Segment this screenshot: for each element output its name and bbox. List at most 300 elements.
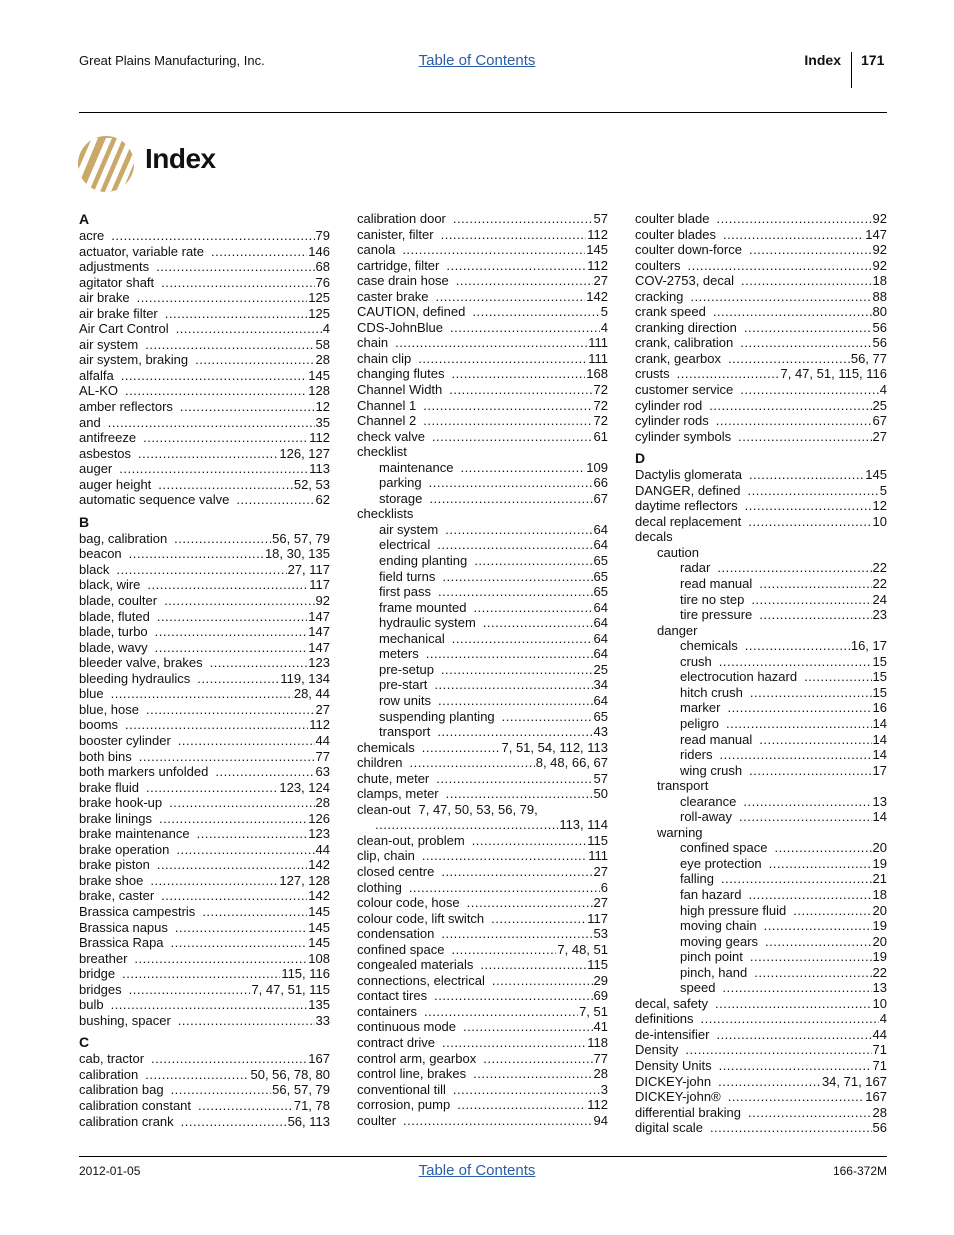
index-term: eye protection — [680, 855, 762, 871]
index-entry — [357, 506, 608, 522]
index-page-refs[interactable]: 80 — [872, 304, 887, 320]
index-page-refs[interactable]: 64 — [593, 599, 608, 615]
index-page-refs[interactable]: 58 — [315, 336, 330, 352]
index-page-refs[interactable]: 142 — [308, 888, 330, 904]
index-page-refs[interactable]: 15 — [872, 669, 887, 685]
index-page-refs[interactable]: 56, 77 — [850, 350, 887, 366]
index-page-refs[interactable]: 77 — [593, 1050, 608, 1066]
dot-leader — [446, 786, 593, 802]
index-page-refs[interactable]: 128 — [308, 383, 330, 399]
index-page-refs[interactable]: 127, 128 — [279, 872, 330, 888]
index-entry-continued — [357, 817, 608, 833]
index-page-refs[interactable]: 123 — [308, 655, 330, 671]
index-page-refs[interactable]: 77 — [315, 748, 330, 764]
index-term: electrocution hazard — [680, 669, 798, 685]
index-subentry — [635, 685, 887, 701]
index-term: air system, braking — [79, 352, 189, 368]
index-entry — [79, 1082, 330, 1098]
index-page-refs[interactable]: 145 — [308, 919, 330, 935]
index-page-refs[interactable]: 123 — [308, 826, 330, 842]
index-page-refs[interactable]: 18 — [872, 886, 887, 902]
index-page-refs[interactable]: 28 — [315, 795, 330, 811]
index-page-refs[interactable]: 5 — [600, 304, 608, 320]
index-term: booms — [79, 717, 119, 733]
dot-leader — [215, 764, 314, 780]
index-page-refs[interactable]: 29 — [593, 972, 608, 988]
index-term: customer service — [635, 382, 734, 398]
index-entry — [357, 1097, 608, 1113]
index-page-refs[interactable]: 20 — [872, 902, 887, 918]
index-page-refs[interactable]: 10 — [872, 513, 887, 529]
index-page-refs[interactable]: 16 — [872, 700, 887, 716]
index-entry — [635, 1089, 887, 1105]
dot-leader — [175, 920, 307, 936]
index-page-refs[interactable]: 119, 134 — [280, 670, 330, 686]
index-page-refs[interactable]: 65 — [593, 553, 608, 569]
index-term: pre-setup — [379, 661, 434, 677]
index-page-refs[interactable]: 21 — [872, 871, 887, 887]
index-subentry — [357, 693, 608, 709]
index-page-refs[interactable]: 117 — [587, 910, 608, 926]
index-page-refs[interactable]: 112 — [309, 430, 330, 446]
index-page-refs[interactable]: 10 — [872, 995, 887, 1011]
index-page-refs[interactable]: 61 — [593, 428, 608, 444]
index-subentry — [635, 794, 887, 810]
index-page-refs[interactable]: 52, 53 — [293, 476, 330, 492]
index-entry — [357, 802, 608, 818]
index-page-refs[interactable]: 35 — [315, 414, 330, 430]
index-entry — [79, 795, 330, 811]
index-page-refs[interactable]: 34 — [593, 677, 608, 693]
dot-leader — [748, 887, 871, 903]
index-term: congealed materials — [357, 957, 474, 973]
index-page-refs[interactable]: 56 — [872, 319, 887, 335]
index-page-refs[interactable]: 145 — [308, 367, 330, 383]
index-page-refs[interactable]: 22 — [872, 964, 887, 980]
index-entry — [357, 988, 608, 1004]
index-term: air system — [379, 521, 439, 537]
dot-leader — [741, 273, 872, 289]
index-page-refs[interactable]: 28 — [315, 352, 330, 368]
index-page-refs[interactable]: 33 — [315, 1012, 330, 1028]
index-page-refs[interactable]: 125 — [308, 305, 330, 321]
dot-leader — [717, 560, 871, 576]
index-page-refs[interactable]: 72 — [593, 413, 608, 429]
index-page-refs[interactable]: 4 — [600, 319, 608, 335]
index-page-refs[interactable]: 14 — [872, 715, 887, 731]
dot-leader — [759, 732, 871, 748]
dot-leader — [722, 980, 871, 996]
dot-leader — [765, 934, 871, 950]
index-page-refs[interactable]: 142 — [586, 288, 608, 304]
index-page-refs[interactable]: 3 — [600, 1081, 608, 1097]
index-term: blade, coulter — [79, 593, 158, 609]
index-page-refs[interactable]: 113, 114 — [559, 817, 608, 833]
index-term: antifreeze — [79, 430, 137, 446]
index-term: coulter down-force — [635, 242, 742, 258]
index-page-refs[interactable]: 20 — [872, 840, 887, 856]
index-page-refs[interactable]: 65 — [593, 584, 608, 600]
index-term: checklists — [357, 506, 414, 522]
index-page-refs[interactable]: 14 — [872, 731, 887, 747]
index-term: danger — [657, 622, 698, 638]
dot-leader — [441, 227, 587, 243]
index-term: field turns — [379, 568, 436, 584]
index-page-refs[interactable]: 13 — [872, 793, 887, 809]
index-entry — [635, 1074, 887, 1090]
index-term: calibration constant — [79, 1097, 192, 1113]
dot-leader — [434, 677, 592, 693]
index-subentry — [357, 662, 608, 678]
index-subentry — [635, 934, 887, 950]
index-term: pinch point — [680, 949, 743, 965]
index-page-refs[interactable]: 115, 116 — [281, 966, 330, 982]
index-page-refs[interactable]: 64 — [593, 521, 608, 537]
dot-leader — [716, 211, 871, 227]
index-page-refs[interactable]: 7, 47, 51, 115, 116 — [780, 366, 887, 382]
index-page-refs[interactable]: 113 — [309, 461, 330, 477]
index-term: agitator shaft — [79, 274, 155, 290]
index-entry — [635, 382, 887, 398]
index-term: breather — [79, 950, 128, 966]
dot-leader — [467, 895, 593, 911]
index-term: control line, brakes — [357, 1066, 467, 1082]
index-page-refs[interactable]: 126 — [308, 810, 330, 826]
index-page-refs[interactable]: 27 — [315, 701, 330, 717]
index-page-refs[interactable]: 16, 17 — [850, 638, 887, 654]
index-page-refs[interactable]: 92 — [872, 211, 887, 226]
index-page-refs[interactable]: 57 — [593, 211, 608, 226]
index-page-refs[interactable]: 92 — [872, 242, 887, 258]
dot-leader — [472, 833, 587, 849]
index-page-refs[interactable]: 145 — [308, 935, 330, 951]
index-page-refs[interactable]: 23 — [872, 607, 887, 623]
index-page-refs[interactable]: 67 — [872, 413, 887, 429]
index-page-refs[interactable]: 56 — [872, 1120, 887, 1136]
index-term: pre-start — [379, 677, 428, 693]
index-page-refs[interactable]: 7, 48, 51 — [557, 941, 608, 957]
index-page-refs[interactable]: 71 — [872, 1057, 887, 1073]
index-page-refs[interactable]: 56, 113 — [287, 1113, 330, 1129]
dot-leader — [418, 351, 587, 367]
index-subentry — [635, 809, 887, 825]
index-entry — [79, 244, 330, 260]
index-page-refs[interactable]: 88 — [872, 288, 887, 304]
index-page-refs[interactable]: 123, 124 — [279, 779, 330, 795]
index-page-refs[interactable]: 72 — [593, 397, 608, 413]
index-page-refs[interactable]: 112 — [587, 257, 608, 273]
index-page-refs[interactable]: 64 — [593, 615, 608, 631]
index-page-refs[interactable]: 63 — [315, 764, 330, 780]
index-page-refs[interactable]: 67 — [593, 490, 608, 506]
index-page-refs[interactable]: 56, 57, 79 — [272, 1082, 330, 1098]
index-page-refs[interactable]: 147 — [308, 624, 330, 640]
dot-leader — [688, 258, 872, 274]
dot-leader — [456, 273, 593, 289]
index-page-refs[interactable]: 109 — [586, 459, 608, 475]
index-page-refs[interactable]: 64 — [593, 630, 608, 646]
dot-leader — [728, 1089, 865, 1105]
index-subentry — [357, 615, 608, 631]
index-page-refs[interactable]: 115 — [587, 832, 608, 848]
index-page-refs[interactable]: 27 — [593, 863, 608, 879]
index-page-refs[interactable]: 72 — [593, 382, 608, 398]
toc-link-footer[interactable]: Table of Contents — [418, 1162, 536, 1179]
index-page-refs[interactable]: 69 — [593, 988, 608, 1004]
index-entry — [357, 1035, 608, 1051]
dot-leader — [739, 809, 872, 825]
index-page-refs[interactable]: 146 — [308, 243, 330, 259]
index-term: crusts — [635, 366, 670, 382]
index-page-refs[interactable]: 18, 30, 135 — [264, 546, 330, 562]
dot-leader — [438, 584, 593, 600]
index-page-refs[interactable]: 17 — [872, 762, 887, 778]
dot-leader — [139, 749, 315, 765]
index-entry — [357, 1066, 608, 1082]
index-entry — [357, 786, 608, 802]
index-page-refs[interactable]: 25 — [872, 397, 887, 413]
index-page-refs[interactable]: 65 — [593, 708, 608, 724]
index-entry — [357, 398, 608, 414]
index-term: bridges — [79, 981, 122, 997]
index-page-refs[interactable]: 14 — [872, 747, 887, 763]
index-entry — [79, 321, 330, 337]
index-page-refs[interactable]: 20 — [872, 933, 887, 949]
toc-link-header[interactable]: Table of Contents — [418, 52, 536, 69]
index-page-refs[interactable]: 4 — [322, 321, 330, 337]
index-entry — [357, 973, 608, 989]
index-page-refs[interactable]: 28 — [593, 1066, 608, 1082]
index-page-refs[interactable]: 34, 71, 167 — [821, 1073, 887, 1089]
index-page-refs[interactable]: 19 — [872, 918, 887, 934]
index-page-refs[interactable]: 27, 117 — [287, 561, 330, 577]
index-term: marker — [680, 700, 721, 716]
index-letter-heading — [79, 514, 330, 531]
index-page-refs[interactable]: 62 — [315, 492, 330, 508]
index-term: caution — [657, 544, 699, 560]
index-page-refs[interactable]: 44 — [872, 1026, 887, 1042]
index-page-refs[interactable]: 50, 56, 78, 80 — [250, 1066, 330, 1082]
footer-doc-number: 166-372M — [832, 1164, 887, 1178]
index-page-refs[interactable]: 27 — [593, 273, 608, 289]
index-term: transport — [379, 724, 431, 740]
index-term: cranking direction — [635, 319, 737, 335]
index-term: air system — [79, 336, 139, 352]
index-page-refs[interactable]: 126, 127 — [279, 445, 330, 461]
index-page-refs[interactable]: 71, 78 — [293, 1097, 330, 1113]
index-page-refs[interactable]: 13 — [872, 980, 887, 996]
index-page-refs[interactable]: 167 — [865, 1089, 887, 1105]
index-subentry — [635, 980, 887, 996]
dot-leader — [441, 864, 592, 880]
index-entry — [79, 826, 330, 842]
index-page-refs[interactable]: 56, 57, 79 — [272, 530, 330, 546]
index-term: confined space — [357, 941, 445, 957]
dot-leader — [759, 607, 871, 623]
index-page-refs[interactable]: 108 — [308, 950, 330, 966]
index-page-refs[interactable]: 19 — [872, 855, 887, 871]
index-entry — [357, 335, 608, 351]
index-entry — [79, 624, 330, 640]
index-term: brake, caster — [79, 888, 155, 904]
dot-leader — [719, 654, 872, 670]
dot-leader — [125, 383, 307, 399]
index-term: chain clip — [357, 350, 412, 366]
index-page-refs[interactable]: 112 — [587, 226, 608, 242]
index-page-refs[interactable]: 24 — [872, 591, 887, 607]
index-page-refs[interactable]: 50 — [593, 786, 608, 802]
index-page-refs[interactable]: 94 — [593, 1112, 608, 1128]
dot-leader — [180, 399, 315, 415]
index-page-refs[interactable]: 5 — [879, 482, 887, 498]
index-page-refs[interactable]: 92 — [872, 257, 887, 273]
index-page-refs[interactable]: 71 — [872, 1042, 887, 1058]
dot-leader — [409, 880, 600, 896]
index-page-refs[interactable]: 12 — [315, 399, 330, 415]
index-page-refs[interactable]: 57 — [593, 770, 608, 786]
index-page-refs[interactable]: 7, 47, 51, 115 — [251, 981, 330, 997]
index-page-refs[interactable]: 92 — [315, 593, 330, 609]
index-page-refs[interactable]: 142 — [308, 857, 330, 873]
index-page-refs[interactable]: 41 — [593, 1019, 608, 1035]
index-page-refs[interactable]: 76 — [315, 274, 330, 290]
index-subentry — [635, 700, 887, 716]
index-page-refs[interactable]: 145 — [865, 467, 887, 483]
dot-leader — [442, 569, 592, 585]
index-page-refs[interactable]: 64 — [593, 646, 608, 662]
index-entry — [357, 211, 608, 227]
index-letter-heading — [635, 450, 887, 467]
dot-leader — [434, 988, 592, 1004]
index-page-refs[interactable]: 64 — [593, 537, 608, 553]
index-page-refs[interactable]: 125 — [308, 290, 330, 306]
index-page-refs[interactable]: 65 — [593, 568, 608, 584]
dot-leader — [441, 926, 592, 942]
dot-leader — [474, 553, 592, 569]
index-term: cab, tractor — [79, 1051, 145, 1067]
index-term: connections, electrical — [357, 972, 485, 988]
index-term: contact tires — [357, 988, 428, 1004]
index-subentry — [635, 871, 887, 887]
index-page-refs[interactable]: 25 — [593, 661, 608, 677]
index-page-refs[interactable]: 27 — [872, 428, 887, 444]
index-page-refs[interactable]: 43 — [593, 724, 608, 740]
index-page-refs[interactable]: 66 — [593, 475, 608, 491]
index-entry — [79, 399, 330, 415]
index-page-refs[interactable]: 4 — [879, 382, 887, 398]
index-page-refs[interactable]: 14 — [872, 809, 887, 825]
index-entry — [79, 749, 330, 765]
index-page-refs[interactable]: 12 — [872, 498, 887, 514]
index-page-refs[interactable]: 147 — [308, 639, 330, 655]
index-page-refs[interactable]: 53 — [593, 926, 608, 942]
dot-leader — [709, 398, 871, 414]
index-page-refs[interactable]: 6 — [600, 879, 608, 895]
index-page-refs[interactable]: 145 — [586, 242, 608, 258]
index-subentry — [635, 965, 887, 981]
index-entry — [635, 514, 887, 530]
index-term: clean-out, problem — [357, 832, 465, 848]
index-page-refs[interactable]: 135 — [308, 997, 330, 1013]
index-entry — [79, 702, 330, 718]
index-page-refs[interactable]: 115 — [587, 957, 608, 973]
index-page-refs[interactable]: 22 — [872, 560, 887, 576]
index-page-refs[interactable]: 118 — [587, 1034, 608, 1050]
dot-leader — [446, 258, 586, 274]
index-page-refs[interactable]: 147 — [308, 608, 330, 624]
index-page-refs[interactable]: 28 — [872, 1104, 887, 1120]
dot-leader — [426, 646, 593, 662]
dot-leader — [745, 498, 872, 514]
index-entry — [357, 1051, 608, 1067]
index-page-refs[interactable]: 7, 51, 54, 112, 113 — [501, 739, 608, 755]
index-term: check valve — [357, 428, 425, 444]
index-subentry — [635, 763, 887, 779]
index-term: peligro — [680, 715, 720, 731]
index-page-refs[interactable]: 111 — [588, 848, 608, 864]
index-page-refs[interactable]: 56 — [872, 335, 887, 351]
index-term: calibration bag — [79, 1082, 164, 1098]
index-page-refs[interactable]: 15 — [872, 684, 887, 700]
index-page-refs[interactable]: 18 — [872, 273, 887, 289]
index-page-refs[interactable]: 22 — [872, 576, 887, 592]
index-page-refs[interactable]: 7, 51 — [579, 1003, 608, 1019]
index-page-refs[interactable]: 147 — [865, 226, 887, 242]
index-page-refs[interactable]: 27 — [593, 895, 608, 911]
index-page-refs[interactable]: 4 — [879, 1011, 887, 1027]
index-page-refs[interactable]: 44 — [315, 732, 330, 748]
index-page-refs[interactable]: 145 — [308, 903, 330, 919]
index-entry — [79, 888, 330, 904]
index-page-refs[interactable]: 28, 44 — [293, 686, 330, 702]
index-page-refs[interactable]: 79 — [315, 228, 330, 243]
index-term: coulter blades — [635, 226, 716, 242]
index-page-refs[interactable]: 111 — [588, 335, 608, 351]
index-entry — [357, 864, 608, 880]
index-page-refs[interactable]: 68 — [315, 259, 330, 275]
index-subentry — [635, 716, 887, 732]
index-page-refs[interactable]: 64 — [593, 692, 608, 708]
dot-leader — [745, 638, 850, 654]
index-term: Dactylis glomerata — [635, 467, 742, 483]
index-entry — [635, 335, 887, 351]
index-page-refs[interactable]: 19 — [872, 949, 887, 965]
index-page-refs[interactable]: 112 — [587, 1097, 608, 1113]
index-page-refs[interactable]: 117 — [309, 577, 330, 593]
dot-leader — [721, 871, 872, 887]
index-page-refs[interactable]: 15 — [872, 653, 887, 669]
index-page-refs[interactable]: 8, 48, 66, 67 — [535, 755, 608, 771]
index-page-refs[interactable]: 111 — [588, 350, 608, 366]
index-entry — [79, 966, 330, 982]
index-term: clearance — [680, 793, 737, 809]
dot-leader — [769, 856, 872, 872]
index-term: containers — [357, 1003, 417, 1019]
index-entry — [79, 446, 330, 462]
dot-leader — [748, 483, 879, 499]
index-term: speed — [680, 980, 716, 996]
index-page-refs[interactable]: 7, 47, 50, 53, 56, 79, — [418, 801, 538, 817]
index-page-refs[interactable]: 112 — [309, 717, 330, 733]
index-term: read manual — [680, 576, 753, 592]
index-page-refs[interactable]: 168 — [586, 366, 608, 382]
index-page-refs[interactable]: 44 — [315, 841, 330, 857]
dot-leader — [181, 1114, 287, 1130]
index-page-refs[interactable]: 167 — [308, 1051, 330, 1067]
dot-leader — [451, 366, 585, 382]
dot-leader — [751, 592, 871, 608]
dot-leader — [759, 576, 871, 592]
